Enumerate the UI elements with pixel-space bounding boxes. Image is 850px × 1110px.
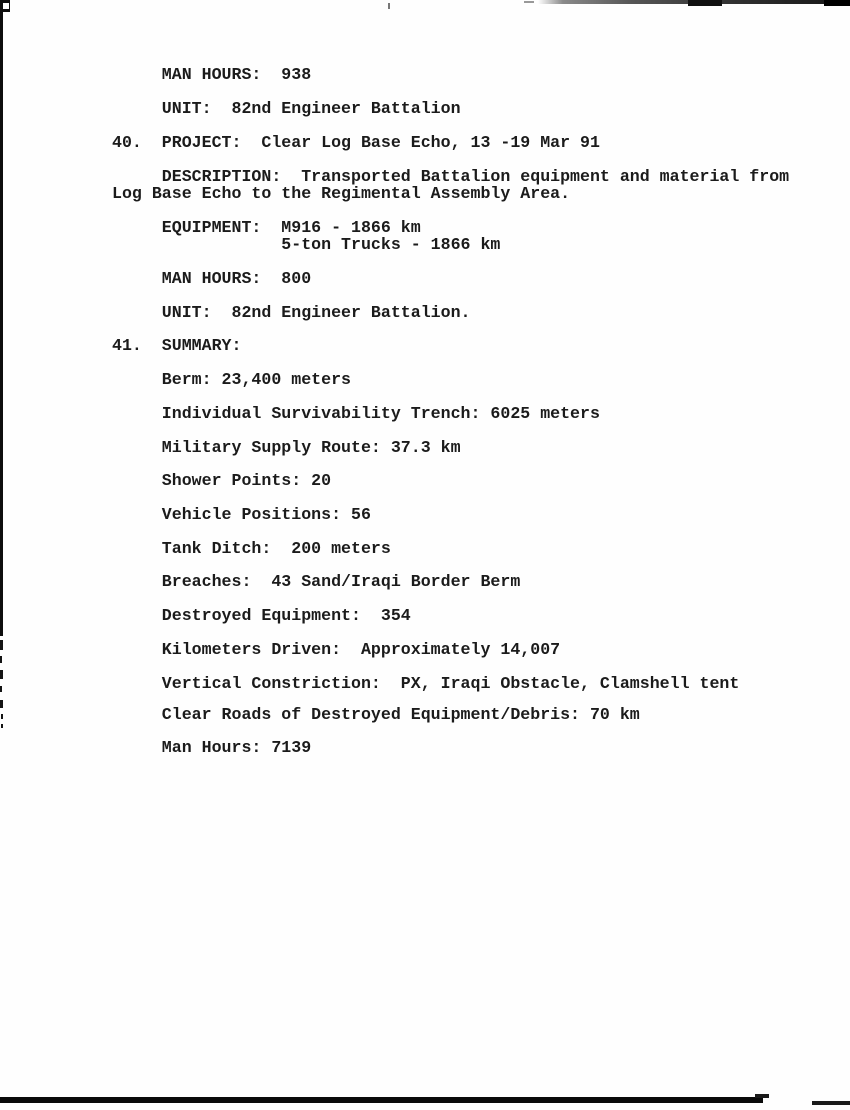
man-hours-line-1: MAN HOURS: 938 <box>112 65 312 84</box>
scan-artifact-bottom-line-right-segment <box>812 1101 850 1105</box>
summary-tank-ditch: Tank Ditch: 200 meters <box>112 539 391 558</box>
scan-artifact-edge-dash <box>0 670 3 679</box>
summary-berm: Berm: 23,400 meters <box>112 370 351 389</box>
summary-vehicle-positions: Vehicle Positions: 56 <box>112 505 371 524</box>
summary-vertical-constriction: Vertical Constriction: PX, Iraqi Obstacle, Clamshell tent <box>112 674 740 693</box>
scan-artifact-edge-dash <box>0 656 2 663</box>
scan-artifact-edge-dash <box>0 640 3 650</box>
scan-artifact-edge-dash <box>0 700 3 708</box>
unit-line-2: UNIT: 82nd Engineer Battalion. <box>112 303 471 322</box>
summary-breaches: Breaches: 43 Sand/Iraqi Border Berm <box>112 572 521 591</box>
scan-artifact-top-tick <box>388 3 390 9</box>
scan-artifact-top-bar-dark-segment <box>688 0 722 6</box>
scan-artifact-bracket-notch <box>3 3 9 9</box>
unit-line-1: UNIT: 82nd Engineer Battalion <box>112 99 461 118</box>
summary-survivability-trench: Individual Survivability Trench: 6025 meters <box>112 404 600 423</box>
summary-kilometers-driven: Kilometers Driven: Approximately 14,007 <box>112 640 561 659</box>
scan-artifact-bottom-line-tick <box>755 1094 769 1098</box>
scan-artifact-edge-dash <box>1 714 3 719</box>
summary-destroyed-equipment: Destroyed Equipment: 354 <box>112 606 411 625</box>
summary-man-hours: Man Hours: 7139 <box>112 738 312 757</box>
description-line-1: DESCRIPTION: Transported Battalion equipment and material from <box>112 167 790 186</box>
man-hours-line-2: MAN HOURS: 800 <box>112 269 312 288</box>
summary-clear-roads: Clear Roads of Destroyed Equipment/Debris: 70 km <box>112 705 640 724</box>
summary-shower-points: Shower Points: 20 <box>112 471 332 490</box>
scan-artifact-left-edge-strip <box>0 0 3 636</box>
scan-artifact-top-left-bracket <box>0 0 10 12</box>
scan-artifact-top-bar-corner-segment <box>824 0 850 6</box>
equipment-line-1: EQUIPMENT: M916 - 1866 km <box>112 218 421 237</box>
scan-artifact-top-dash <box>524 1 534 3</box>
description-line-2: Log Base Echo to the Regimental Assembly Area. <box>112 184 571 203</box>
scan-artifact-edge-dash <box>0 686 2 692</box>
scan-artifact-edge-dash <box>1 724 3 728</box>
scan-artifact-bottom-line <box>0 1097 763 1103</box>
project-40-line: 40. PROJECT: Clear Log Base Echo, 13 -19 Mar 91 <box>112 133 600 152</box>
summary-41-heading: 41. SUMMARY: <box>112 336 242 355</box>
summary-military-supply-route: Military Supply Route: 37.3 km <box>112 438 461 457</box>
equipment-line-2: 5-ton Trucks - 1866 km <box>112 235 501 254</box>
